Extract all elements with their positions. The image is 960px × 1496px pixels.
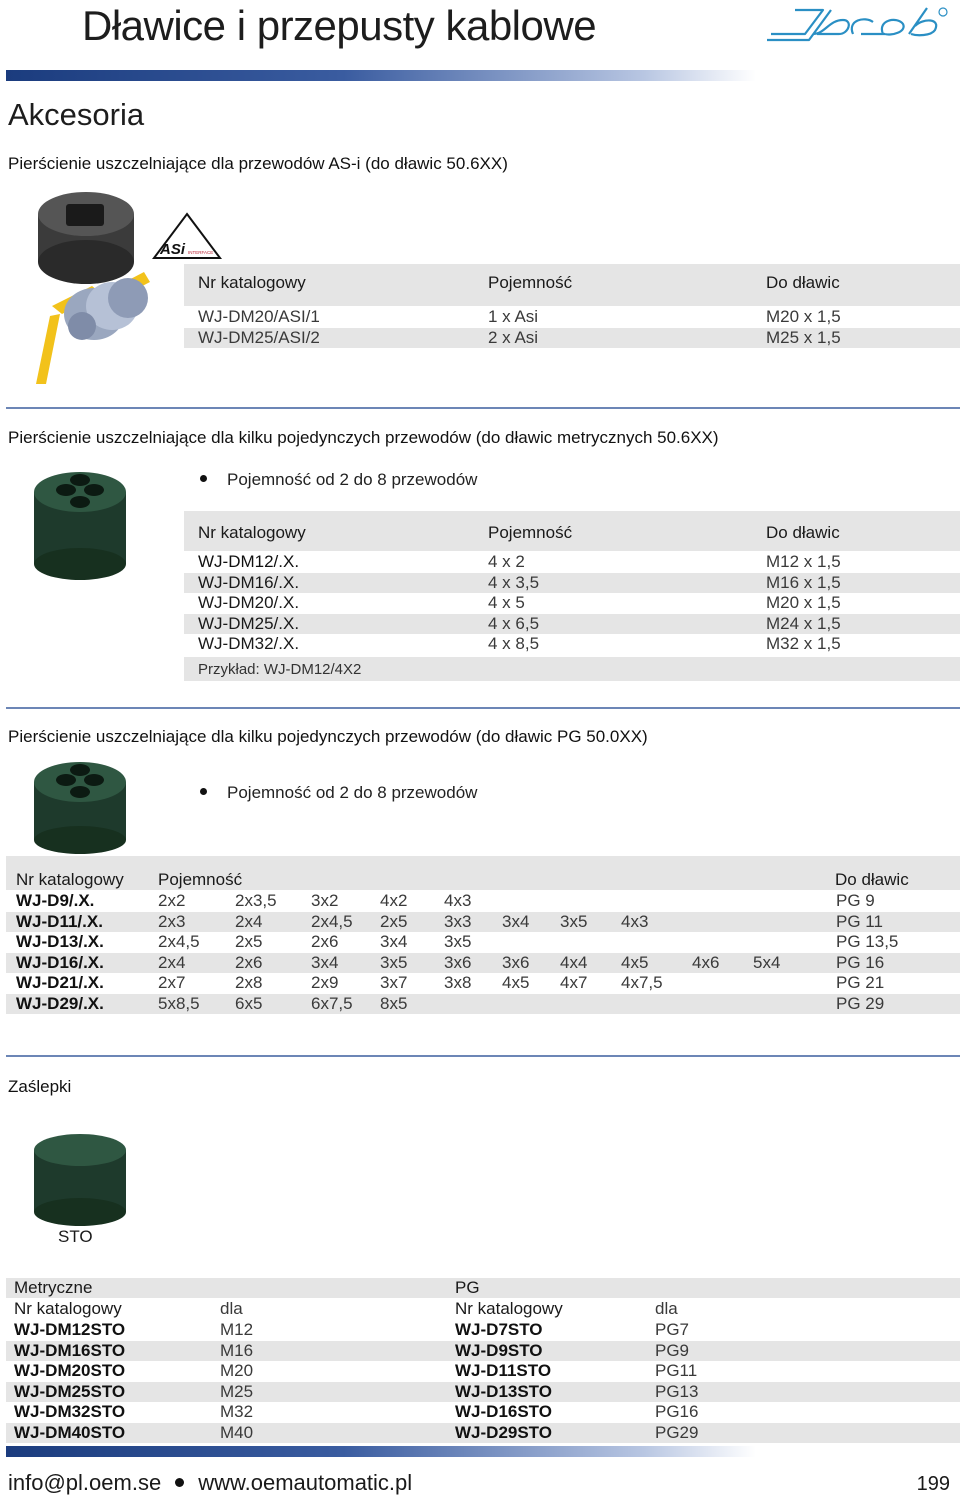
footer-website[interactable]: www.oemautomatic.pl <box>198 1470 413 1495</box>
table-row <box>6 1320 960 1340</box>
pg-col-capacity: Pojemność <box>158 870 243 889</box>
pg-row-capacity: 2x4 <box>158 952 186 972</box>
pg-row-code: WJ-D9/.X. <box>16 891 95 910</box>
pg-row-code: WJ-D11/.X. <box>16 911 103 931</box>
pg-row-capacity: 4x3 <box>621 911 649 931</box>
divider <box>6 707 960 709</box>
pg-row-capacity: 3x4 <box>311 952 339 972</box>
pg-row-capacity: 4x2 <box>380 891 408 910</box>
pg-row-capacity: 4x5 <box>621 952 649 972</box>
table-row <box>6 912 960 932</box>
plug-pg-code: WJ-D16STO <box>455 1402 552 1421</box>
pg-row-code: WJ-D16/.X. <box>16 952 104 972</box>
pg-row-capacity: 2x9 <box>311 973 339 992</box>
jacob-logo <box>765 4 950 46</box>
plug-metric-code: WJ-DM20STO <box>14 1361 126 1380</box>
table-row <box>6 973 960 993</box>
table-row <box>6 994 960 1014</box>
pg-table-header <box>6 856 960 890</box>
asi-logo-icon <box>152 212 222 260</box>
table-row <box>6 891 960 911</box>
pg-row-capacity: 2x3,5 <box>235 891 277 910</box>
pg-row-gland: PG 9 <box>836 891 875 910</box>
pg-row-capacity: 2x5 <box>380 911 408 931</box>
metric-example: Przykład: WJ-DM12/4X2 <box>198 661 362 678</box>
plug-pg-code: WJ-D9STO <box>455 1340 543 1360</box>
pg-row-capacity: 6x7,5 <box>311 993 353 1013</box>
asi-logo <box>152 212 222 260</box>
pg-row-capacity: 3x8 <box>444 973 472 992</box>
pg-row-gland: PG 13,5 <box>836 932 899 951</box>
metric-bullet: Pojemność od 2 do 8 przewodów <box>200 470 477 490</box>
pg-row-capacity: 2x3 <box>158 911 186 931</box>
pg-heading: Pierścienie uszczelniające dla kilku pojedynczych przewodów (do dławic PG 50.0XX) <box>8 727 648 746</box>
metric-col-code: Nr katalogowy <box>198 523 306 542</box>
plug-metric-code: WJ-DM32STO <box>14 1402 126 1421</box>
plug-icon <box>32 1132 128 1228</box>
plug-image <box>32 1132 128 1228</box>
pg-row-capacity: 3x5 <box>444 932 472 951</box>
plugs-pg-col-code: Nr katalogowy <box>455 1299 563 1318</box>
plug-metric-size: M20 <box>220 1361 254 1380</box>
page-title: Dławice i przepusty kablowe <box>82 2 597 49</box>
pg-col-code: Nr katalogowy <box>16 870 124 889</box>
pg-row-capacity: 2x7 <box>158 973 186 992</box>
pg-bullet: Pojemność od 2 do 8 przewodów <box>200 783 477 803</box>
plug-pg-code: WJ-D7STO <box>455 1320 543 1339</box>
metric-heading: Pierścienie uszczelniające dla kilku pojedynczych przewodów (do dławic metrycznych 50.6XX) <box>8 428 719 447</box>
plugs-metric-col-for: dla <box>220 1299 243 1318</box>
asi-logo-text: ASi <box>160 241 186 258</box>
plug-metric-size: M25 <box>220 1381 254 1401</box>
header-bar <box>6 70 756 81</box>
plug-pg-size: PG7 <box>655 1320 690 1339</box>
bullet-icon <box>175 1478 184 1487</box>
plugs-pg-title: PG <box>455 1278 480 1297</box>
section-title: Akcesoria <box>8 97 145 132</box>
pg-row-capacity: 8x5 <box>380 993 408 1013</box>
pg-row-capacity: 2x4,5 <box>158 932 200 951</box>
pg-row-code: WJ-D13/.X. <box>16 932 104 951</box>
plug-metric-size: M32 <box>220 1402 254 1421</box>
page-number: 199 <box>916 1473 950 1495</box>
asi-col-gland: Do dławic <box>766 273 840 292</box>
table-row: WJ-DM32/.X. 4 x 8,5 M32 x 1,5 <box>198 634 841 653</box>
pg-row-code: WJ-D21/.X. <box>16 973 104 992</box>
pg-row-capacity: 2x5 <box>235 932 263 951</box>
pg-row-capacity: 5x4 <box>753 952 781 972</box>
footer-contact <box>8 1470 412 1496</box>
plug-pg-code: WJ-D29STO <box>455 1422 552 1442</box>
table-row: WJ-DM25/ASI/2 2 x Asi M25 x 1,5 <box>184 328 960 348</box>
pg-row-capacity: 4x7 <box>560 973 588 992</box>
multi-hole-ring-icon <box>32 760 128 856</box>
pg-row-capacity: 2x6 <box>311 932 339 951</box>
plug-pg-size: PG29 <box>655 1422 699 1442</box>
plugs-heading: Zaślepki <box>8 1077 72 1096</box>
bullet-icon <box>200 788 207 795</box>
metric-example-row <box>184 657 960 681</box>
asi-logo-sub: INTERFACE <box>188 250 214 255</box>
pg-row-capacity: 2x2 <box>158 891 186 910</box>
table-row <box>6 953 960 973</box>
pg-row-capacity: 3x6 <box>444 952 472 972</box>
pg-row-capacity: 3x4 <box>380 932 408 951</box>
plug-image-label: STO <box>58 1227 93 1246</box>
table-row <box>6 1361 960 1381</box>
bullet-icon <box>200 475 207 482</box>
metric-ring-image <box>32 470 128 582</box>
plugs-title-row <box>6 1278 960 1298</box>
table-row <box>6 932 960 952</box>
pg-row-capacity: 3x3 <box>444 911 472 931</box>
multi-hole-ring-icon <box>32 470 128 582</box>
plugs-pg-col-for: dla <box>655 1299 678 1318</box>
plug-metric-code: WJ-DM25STO <box>14 1381 126 1401</box>
table-row: WJ-DM16/.X. 4 x 3,5 M16 x 1,5 <box>184 573 960 593</box>
pg-row-gland: PG 29 <box>836 993 885 1013</box>
pg-row-code: WJ-D29/.X. <box>16 993 104 1013</box>
table-row <box>6 1423 960 1443</box>
plug-metric-code: WJ-DM12STO <box>14 1320 126 1339</box>
pg-row-capacity: 6x5 <box>235 993 263 1013</box>
pg-row-gland: PG 21 <box>836 973 885 992</box>
plug-pg-size: PG13 <box>655 1381 699 1401</box>
asi-col-capacity: Pojemność <box>488 273 573 292</box>
pg-row-capacity: 3x5 <box>560 911 588 931</box>
pg-col-gland: Do dławic <box>835 870 909 889</box>
footer-bar <box>6 1446 756 1457</box>
asi-heading: Pierścienie uszczelniające dla przewodów AS-i (do dławic 50.6XX) <box>8 154 508 173</box>
divider <box>6 1055 960 1057</box>
pg-row-capacity: 3x6 <box>502 952 530 972</box>
plug-pg-size: PG9 <box>655 1340 690 1360</box>
table-row: WJ-DM20/ASI/1 1 x Asi M20 x 1,5 <box>198 307 841 326</box>
pg-row-capacity: 2x4,5 <box>311 911 353 931</box>
pg-row-capacity: 3x4 <box>502 911 530 931</box>
pg-row-capacity: 4x5 <box>502 973 530 992</box>
plug-metric-size: M16 <box>220 1340 254 1360</box>
table-row: WJ-DM25/.X. 4 x 6,5 M24 x 1,5 <box>184 614 960 634</box>
plugs-metric-col-code: Nr katalogowy <box>14 1299 122 1318</box>
pg-row-capacity: 4x4 <box>560 952 588 972</box>
pg-row-capacity: 3x7 <box>380 973 408 992</box>
jacob-logo-icon <box>765 4 950 46</box>
table-row: WJ-DM20/.X. 4 x 5 M20 x 1,5 <box>198 593 841 612</box>
pg-row-capacity: 2x8 <box>235 973 263 992</box>
table-row <box>6 1382 960 1402</box>
metric-col-capacity: Pojemność <box>488 523 573 542</box>
pg-ring-image <box>32 760 128 856</box>
pg-row-capacity: 4x3 <box>444 891 472 910</box>
pg-row-capacity: 4x7,5 <box>621 973 663 992</box>
pg-row-capacity: 3x2 <box>311 891 339 910</box>
pg-row-capacity: 4x6 <box>692 952 720 972</box>
pg-row-gland: PG 11 <box>836 911 883 931</box>
metric-col-gland: Do dławic <box>766 523 840 542</box>
plug-pg-code: WJ-D13STO <box>455 1381 552 1401</box>
asi-col-code: Nr katalogowy <box>198 273 306 292</box>
pg-row-capacity: 3x5 <box>380 952 408 972</box>
footer-email[interactable]: info@pl.oem.se <box>8 1470 162 1495</box>
table-row <box>6 1402 960 1422</box>
table-row <box>6 1341 960 1361</box>
pg-row-capacity: 2x6 <box>235 952 263 972</box>
plug-metric-code: WJ-DM40STO <box>14 1422 126 1442</box>
table-row: WJ-DM12/.X. 4 x 2 M12 x 1,5 <box>198 552 841 571</box>
plug-pg-size: PG16 <box>655 1402 699 1421</box>
plug-pg-code: WJ-D11STO <box>455 1361 552 1380</box>
plug-pg-size: PG11 <box>655 1361 698 1380</box>
plug-metric-code: WJ-DM16STO <box>14 1340 126 1360</box>
pg-row-gland: PG 16 <box>836 952 885 972</box>
divider <box>6 407 960 409</box>
pg-row-capacity: 5x8,5 <box>158 993 200 1013</box>
plugs-metric-title: Metryczne <box>14 1278 93 1297</box>
pg-row-capacity: 2x4 <box>235 911 263 931</box>
plug-metric-size: M12 <box>220 1320 254 1339</box>
plug-metric-size: M40 <box>220 1422 254 1442</box>
